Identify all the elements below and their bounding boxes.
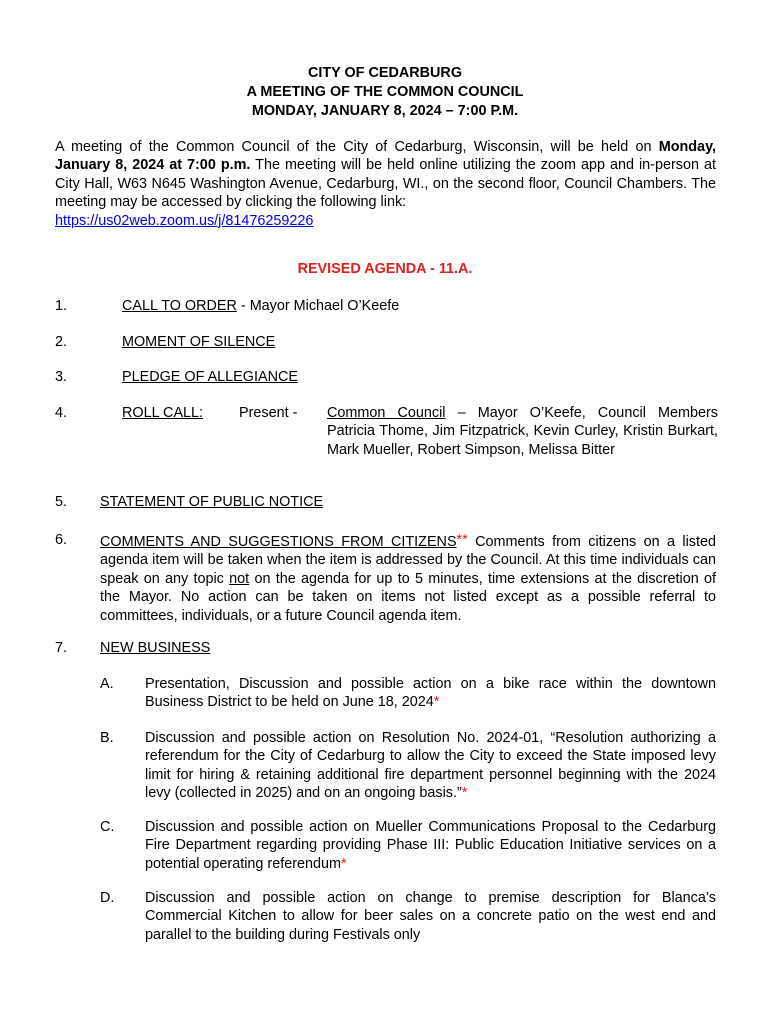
meeting-date: MONDAY, JANUARY 8, 2024 – 7:00 P.M. [251,103,519,119]
zoom-link[interactable]: https://us02web.zoom.us/j/81476259226 [55,212,314,229]
revised-agenda-title: REVISED AGENDA - 11.A. [297,261,473,277]
roll-call-members: Common Council – Mayor O’Keefe, Council Members Patricia Thome, Jim Fitzpatrick, Kevin Curley, Kristin Burkart, Mark Mueller, Robert Simpson, Melissa Bitter [327,405,718,458]
city-name: CITY OF CEDARBURG [307,65,463,81]
agenda-item-4: 4. ROLL CALL: Present - Common Council – Mayor O’Keefe, Council Members Patricia Thome, Jim Fitzpatrick, Kevin Curley, Kristin Burkart, Mark Mueller, Robert Simpson, Melissa Bitter [55,405,718,458]
meeting-title: A MEETING OF THE COMMON COUNCIL [246,84,524,100]
agenda-page: CITY OF CEDARBURG A MEETING OF THE COMMON COUNCIL MONDAY, JANUARY 8, 2024 – 7:00 P.M. A meeting of the Common Council of the City of Cedarburg, Wisconsin, will be held on Monday, January 8, 2024 at 7:00 p.m. The meeting will be held online utilizing the zoom app and in-person at City Hall, W63 N645 Washington Avenue, Cedarburg, WI., on the second floor, Council Chambers. The meeting may be accessed by clicking the following link: https://us02web.zoom.us/j/81476259226 REVISED AGENDA - 11.A. 1. CALL TO ORDER - Mayor Michael O’Keefe 2. MOMENT OF SILENCE 3. PLEDGE OF ALLEGIANCE 4. ROLL CALL: Present - Common Council – Mayor O’Keefe, Council Members Patricia Thome, Jim Fitzpatrick, Kevin Curley, Kristin Burkart, Mark Mueller, Robert Simpson, Melissa Bitter 5. STATEMENT OF PUBLIC NOTICE 6. COMMENTS AND SUGGESTIONS FROM CITIZENS** Comments from citizens on a listed agenda item will be taken when the item is addressed by the Council. At this time individuals can speak on any topic not on the agenda for up to 5 minutes, time extensions at the discretion of the Mayor. No action can be taken on items not listed except as a possible referral to committees, individuals, or a future Council agenda item. 7. NEW BUSINESS A. Presentation, Discussion and possible action on a bike race within the downtown Business District to be held on June 18, 2024* B. Discussion and possible action on Resolution No. 2024-01, “Resolution authorizing a referendum for the City of Cedarburg to allow the City to exceed the State imposed levy limit for hiring & retaining additional fire department personnel beginning with the 2024 levy (collected in 2025) and on an ongoing basis.”* C. Discussion and possible action on Mueller Communications Proposal to the Cedarburg Fire Department regarding providing Phase III: Public Education Initiative services on a potential operating referendum* D. Discussion and possible action on change to premise description for Blanca’s Commercial Kitchen to allow for beer sales on a concrete patio on the west end and parallel to the building during Festivals only [0,0,770,1024]
agenda-header [0,64,770,121]
citizen-comments-text: COMMENTS AND SUGGESTIONS FROM CITIZENS** Comments from citizens on a listed agenda item will be taken when the item is addressed by the Council. At this time individuals can speak on any topic not on the agenda for up to 5 minutes, time extensions at the discretion of the Mayor. No action can be taken on items not listed except as a possible referral to committees, individuals, or a future Council agenda item. [100,532,716,624]
intro-paragraph: A meeting of the Common Council of the City of Cedarburg, Wisconsin, will be held on Monday, January 8, 2024 at 7:00 p.m. The meeting will be held online utilizing the zoom app and in-person at City Hall, W63 N645 Washington Avenue, Cedarburg, WI., on the second floor, Council Chambers. The meeting may be accessed by clicking the following link: https://us02web.zoom.us/j/81476259226 [55,139,716,229]
call-to-order-label: CALL TO ORDER [122,298,237,314]
intro-date: Monday, January 8, 2024 at 7:00 p.m. [55,139,716,174]
